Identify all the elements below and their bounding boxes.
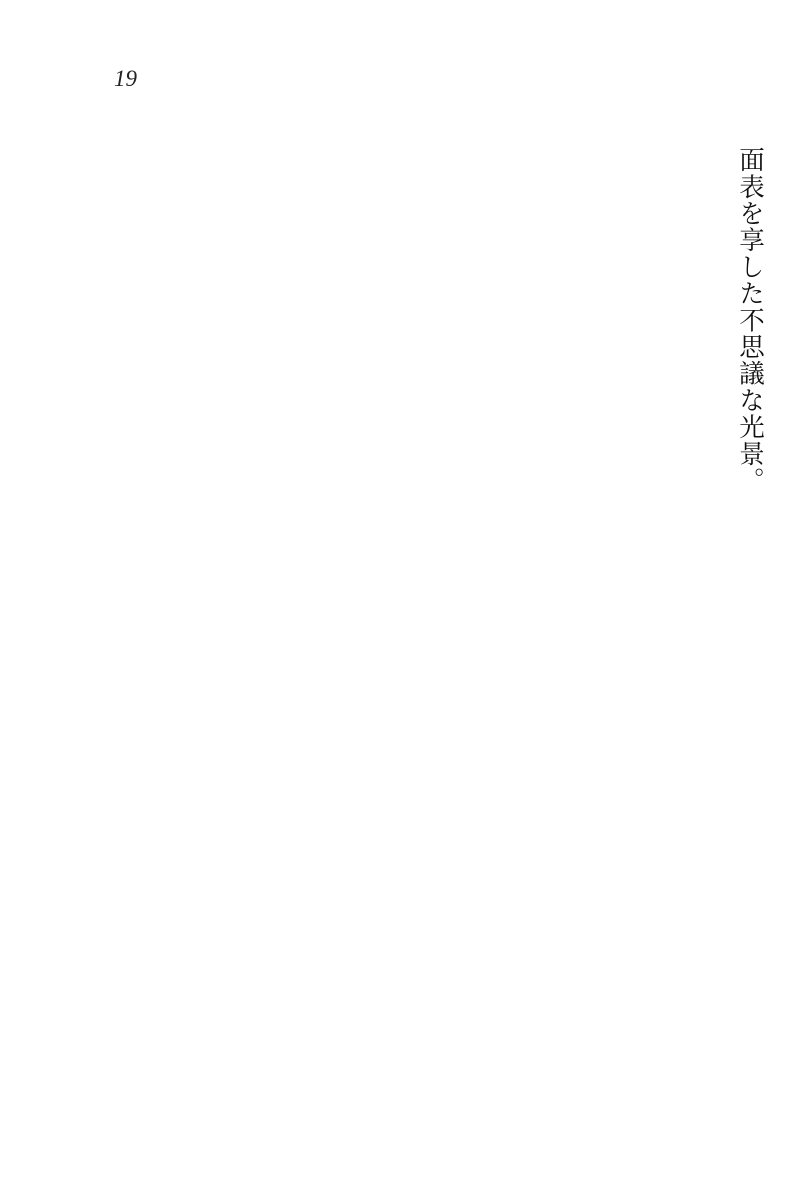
text-line [690, 120, 730, 1180]
text-line [530, 120, 570, 1180]
text-line [370, 120, 410, 1180]
text-line: 面表を享した不思議な光景。 [735, 120, 765, 494]
text-line [410, 120, 450, 1180]
text-line [490, 120, 530, 1180]
text-line [650, 120, 690, 1180]
page-number: 19 [114, 66, 137, 91]
text-line [570, 120, 610, 1180]
text-line [330, 120, 370, 1180]
text-line [450, 120, 490, 1180]
vertical-text-block [290, 120, 770, 1180]
text-line [610, 120, 650, 1180]
text-line [290, 120, 330, 1180]
